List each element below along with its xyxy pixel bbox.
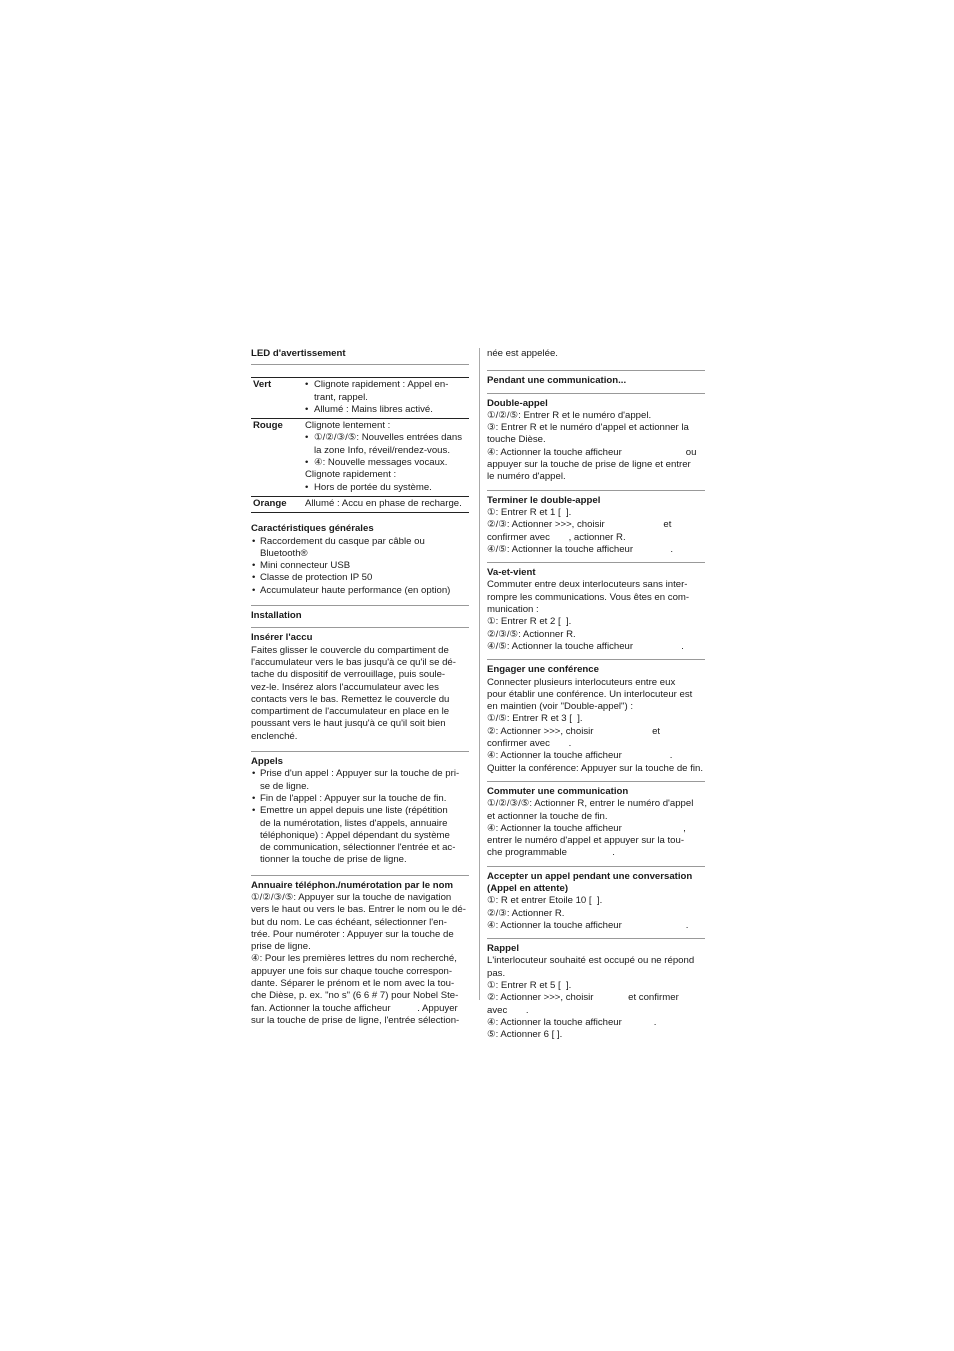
insert-line: l'accumulateur vers le bas jusqu'à ce qu'il se dé- (251, 656, 456, 668)
right-section-line: ②/③: Actionner R. (487, 907, 565, 919)
directory-body (251, 892, 469, 1027)
directory-line: ④: Pour les premières lettres du nom recherché, (251, 953, 457, 965)
during-title: Pendant une communication... (487, 375, 627, 387)
right-section-line: ③: Entrer R et le numéro d'appel et actionner la (487, 422, 689, 434)
insert-body (251, 645, 469, 743)
calls-line: téléphonique) : Appel dépendant du système (260, 829, 450, 841)
right-section-line: et actionner la touche de fin. (487, 810, 608, 822)
bullet-icon: • (305, 379, 309, 391)
general-item: • Raccordement du casque par câble ou Bluetooth® (251, 536, 469, 561)
right-section-line: ④: Actionner la touche afficheur . (487, 750, 673, 762)
calls-line: de la numérotation, listes d'appels, annuaire (260, 817, 448, 829)
calls-line: • Emettre un appel depuis une liste (répétition (260, 805, 448, 817)
directory-title: Annuaire téléphon./numérotation par le nom (251, 879, 454, 891)
right-section-line: ④/⑤: Actionner la touche afficheur . (487, 640, 684, 652)
right-section-line: ①: Entrer R et 5 [ ]. (487, 980, 572, 992)
directory-line: prise de ligne. (251, 941, 311, 953)
calls-line: se de ligne. (260, 780, 310, 792)
right-section-line: ①/②/③/⑤: Actionner R, entrer le numéro d'appel (487, 798, 694, 810)
directory-line: sur la touche de prise de ligne, l'entrée sélection- (251, 1014, 460, 1026)
right-section-title: Va-et-vient (487, 567, 536, 579)
calls-line: • Fin de l'appel : Appuyer sur la touche de fin. (260, 792, 447, 804)
right-section (487, 781, 705, 860)
right-section-line: ④: Actionner la touche afficheur . (487, 1016, 657, 1028)
led-line: • ④: Nouvelle messages vocaux. (305, 457, 448, 469)
insert-line: Faites glisser le couvercle du compartiment de (251, 644, 449, 656)
insert-battery-section (251, 627, 469, 743)
right-section-line: ②/③: Actionner >>>, choisir et (487, 519, 672, 531)
calls-title: Appels (251, 756, 283, 768)
right-section-line: pas. (487, 967, 506, 979)
right-section (487, 938, 705, 1041)
led-line: • Clignote rapidement : Appel en- (305, 379, 449, 391)
led-row (251, 496, 469, 512)
led-table (251, 377, 469, 513)
right-section-line: che programmable . (487, 847, 615, 859)
calls-line: tionner la touche de prise de ligne. (260, 854, 407, 866)
right-section-line: appuyer sur la touche de prise de ligne et entrer (487, 459, 691, 471)
right-section (487, 490, 705, 556)
directory-line: ①/②/③/⑤: Appuyer sur la touche de navigation (251, 891, 452, 903)
calls-item (251, 768, 469, 793)
installation-section (251, 605, 469, 622)
directory-line: but du nom. Le cas échéant, sélectionner l'en- (251, 916, 447, 928)
led-line: la zone Info, réveil/rendez-vous. (314, 444, 450, 456)
continuation-text: née est appelée. (487, 348, 558, 359)
right-section-title: Commuter une communication (487, 785, 629, 797)
right-section-line: ①/⑤: Entrer R et 3 [ ]. (487, 713, 583, 725)
right-section-line: ①: Entrer R et 2 [ ]. (487, 616, 572, 628)
insert-line: enclenché. (251, 730, 298, 742)
right-section-line: ④: Actionner la touche afficheur , (487, 822, 686, 834)
right-section-line: rompre les communications. Vous êtes en com- (487, 591, 690, 603)
right-section-line: entrer le numéro d'appel et appuyer sur la tou- (487, 835, 685, 847)
right-section-title: Double-appel (487, 397, 548, 409)
right-section (487, 866, 705, 932)
general-item: • Classe de protection IP 50 (251, 572, 469, 584)
right-column (487, 348, 705, 1042)
right-section-line: ⑤: Actionner 6 [ ]. (487, 1029, 563, 1041)
right-section-line: ②: Actionner >>>, choisir et confirmer (487, 992, 679, 1004)
calls-line: de communication, sélectionner l'entrée et ac- (260, 842, 456, 854)
calls-section (251, 751, 469, 867)
right-section-title: Terminer le double-appel (487, 494, 601, 506)
led-line: • Hors de portée du système. (305, 481, 432, 493)
right-section-line: L'interlocuteur souhaité est occupé ou ne répond (487, 955, 695, 967)
led-row (251, 419, 469, 497)
right-section-line: Commuter entre deux interlocuteurs sans inter- (487, 579, 688, 591)
insert-line: contacts vers le bas. Remettez le couvercle du (251, 693, 450, 705)
directory-line: appuyer une fois sur chaque touche correspon- (251, 965, 453, 977)
insert-line: poussant vers le haut jusqu'à ce qu'il soit bien (251, 718, 446, 730)
insert-line: compartiment de l'accumulateur en place en le (251, 706, 450, 718)
led-title: LED d'avertissement (251, 348, 346, 359)
led-line: • Allumé : Mains libres activé. (305, 403, 433, 415)
directory-section (251, 875, 469, 1028)
insert-line: vez-le. Insérez alors l'accumulateur avec les (251, 681, 439, 693)
right-section-line: ④/⑤: Actionner la touche afficheur . (487, 543, 674, 555)
right-section-line: confirmer avec . (487, 738, 572, 750)
general-section (251, 523, 469, 597)
left-column (251, 348, 469, 1027)
right-section-line: Connecter plusieurs interlocuteurs entre eux (487, 676, 676, 688)
led-line: Clignote rapidement : (305, 469, 397, 481)
led-description (305, 378, 469, 419)
right-section (487, 659, 705, 775)
led-color-label: Orange (251, 496, 305, 512)
right-section-line: ④: Actionner la touche afficheur . (487, 919, 689, 931)
directory-line: dante. Séparer le prénom et le nom avec la tou- (251, 978, 455, 990)
calls-item (251, 793, 469, 805)
directory-line: vers le haut ou vers le bas. Entrer le nom ou le dé- (251, 904, 466, 916)
right-section-line: le numéro d'appel. (487, 471, 566, 483)
directory-line: fan. Actionner la touche afficheur . Appuyer (251, 1002, 458, 1014)
right-sections (487, 393, 705, 1042)
right-section-line: en maintien (voir "Double-appel") : (487, 701, 633, 713)
right-section-title: Accepter un appel pendant une conversation (Appel en attente) (487, 870, 693, 894)
right-section-line: ①: Entrer R et 1 [ ]. (487, 506, 572, 518)
calls-line: • Prise d'un appel : Appuyer sur la touche de pri- (260, 768, 460, 780)
right-section (487, 393, 705, 484)
right-section-line: pour établir une conférence. Un interlocuteur est (487, 688, 693, 700)
led-color-label: Rouge (251, 419, 305, 497)
led-line: Allumé : Accu en phase de recharge. (305, 497, 462, 509)
led-description (305, 496, 469, 512)
right-section-line: ①/②/⑤: Entrer R et le numéro d'appel. (487, 409, 652, 421)
column-divider (479, 348, 480, 1000)
insert-title: Insérer l'accu (251, 632, 313, 644)
right-section-line: munication : (487, 604, 539, 616)
right-section-line: avec . (487, 1004, 529, 1016)
right-section-title: Engager une conférence (487, 664, 599, 676)
general-list (251, 536, 469, 597)
led-row (251, 378, 469, 419)
right-section-line: ①: R et entrer Etoile 10 [ ]. (487, 895, 603, 907)
calls-item (251, 805, 469, 866)
led-line: trant, rappel. (314, 391, 368, 403)
right-section-line: ②: Actionner >>>, choisir et (487, 725, 661, 737)
led-line: • ①/②/③/⑤: Nouvelles entrées dans (305, 432, 462, 444)
bullet-icon: • (305, 403, 309, 415)
installation-title: Installation (251, 610, 302, 622)
right-section (487, 562, 705, 653)
during-call-section (487, 370, 705, 387)
bullet-icon: • (305, 481, 309, 493)
right-section-line: touche Dièse. (487, 434, 546, 446)
led-color-label: Vert (251, 378, 305, 419)
bullet-icon: • (305, 432, 309, 444)
general-item: • Accumulateur haute performance (en option) (251, 585, 469, 597)
right-section-line: Quitter la conférence: Appuyer sur la touche de fin. (487, 762, 703, 774)
bullet-icon: • (305, 457, 309, 469)
directory-line: che Dièse, p. ex. "no s" (6 6 # 7) pour Nobel Ste- (251, 990, 459, 1002)
insert-line: tache du dispositif de verrouillage, puis soule- (251, 669, 446, 681)
led-line: Clignote lentement : (305, 420, 391, 432)
calls-list (251, 768, 469, 866)
general-title: Caractéristiques générales (251, 523, 374, 535)
led-section (251, 348, 469, 513)
right-section-line: ②/③/⑤: Actionner R. (487, 628, 576, 640)
right-section-title: Rappel (487, 943, 519, 955)
general-item: • Mini connecteur USB (251, 560, 469, 572)
right-section-line: ④: Actionner la touche afficheur ou (487, 446, 697, 458)
right-section-line: confirmer avec , actionner R. (487, 531, 626, 543)
directory-line: trée. Pour numéroter : Appuyer sur la touche de (251, 928, 454, 940)
led-description (305, 419, 469, 497)
